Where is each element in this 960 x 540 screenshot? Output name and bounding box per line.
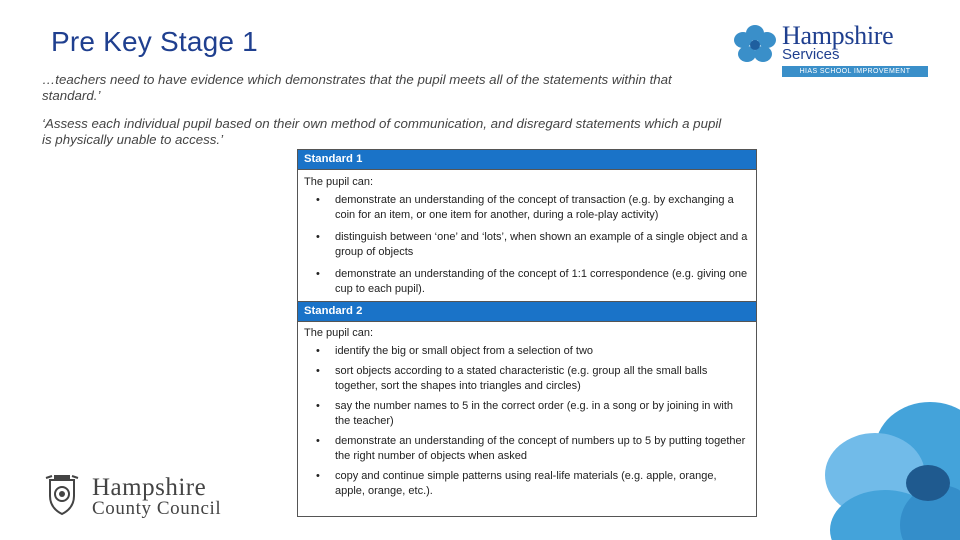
bullet-icon: •: [316, 470, 320, 482]
list-item-text: demonstrate an understanding of the concept of 1:1 correspondence (e.g. giving one cup to each pupil).: [335, 268, 748, 295]
quote-evidence: …teachers need to have evidence which demonstrates that the pupil meets all of the statements within that standard.’: [42, 72, 672, 103]
hampshire-services-logo: [732, 22, 932, 80]
list-item-text: say the number names to 5 in the correct order (e.g. in a song or by joining in with the teacher): [335, 400, 734, 427]
standard-1-list: [304, 193, 748, 297]
list-item-text: demonstrate an understanding of the concept of numbers up to 5 by putting together the right number of objects when asked: [335, 435, 746, 462]
bullet-icon: •: [316, 400, 320, 412]
standard-1-heading: Standard 1: [298, 150, 756, 170]
list-item: [304, 364, 748, 394]
bullet-icon: •: [316, 268, 320, 280]
list-item: [304, 230, 748, 260]
bullet-icon: •: [316, 345, 320, 357]
bullet-icon: •: [316, 365, 320, 377]
list-item: [304, 193, 748, 223]
county-council-sub: County Council: [92, 498, 222, 519]
standards-table: [297, 149, 757, 517]
hampshire-services-sub: Services: [782, 46, 840, 63]
county-council-name: Hampshire: [92, 474, 207, 501]
standard-2-section: [298, 302, 756, 510]
flower-logo-icon: [732, 24, 778, 64]
decorative-flower-icon: [780, 395, 960, 540]
list-item-text: distinguish between ‘one’ and ‘lots’, when shown an example of a single object and a group of objects: [335, 231, 748, 258]
bullet-icon: •: [316, 231, 320, 243]
hampshire-services-name: Hampshire: [782, 21, 894, 50]
list-item-text: sort objects according to a stated characteristic (e.g. group all the small balls together, sort the shapes into triangles and circles): [335, 365, 708, 392]
list-item: [304, 469, 748, 499]
standard-1-intro: The pupil can:: [304, 176, 374, 188]
county-crest-icon: [40, 474, 84, 518]
bullet-icon: •: [316, 194, 320, 206]
standard-2-list: [304, 344, 748, 499]
list-item: [304, 267, 748, 297]
bullet-icon: •: [316, 435, 320, 447]
standard-2-intro: The pupil can:: [304, 327, 374, 339]
quote-assess: ‘Assess each individual pupil based on their own method of communication, and disregard statements which a pupil is physically unable to access.’: [42, 116, 722, 147]
list-item: [304, 344, 748, 359]
standard-1-body: [298, 170, 756, 302]
hampshire-county-council-logo: [40, 474, 250, 520]
list-item: [304, 434, 748, 464]
list-item-text: demonstrate an understanding of the concept of transaction (e.g. by exchanging a coin for an item, or one item for another, during a role-play activity): [335, 194, 734, 221]
standard-1-section: [298, 150, 756, 302]
list-item-text: copy and continue simple patterns using real-life materials (e.g. apple, orange, apple, orange, etc.).: [335, 470, 717, 497]
list-item: [304, 399, 748, 429]
standard-2-body: [298, 322, 756, 510]
standard-2-heading: Standard 2: [298, 302, 756, 322]
list-item-text: identify the big or small object from a selection of two: [335, 345, 594, 357]
hias-banner: HIAS SCHOOL IMPROVEMENT: [782, 66, 928, 77]
page-title: Pre Key Stage 1: [51, 26, 258, 57]
